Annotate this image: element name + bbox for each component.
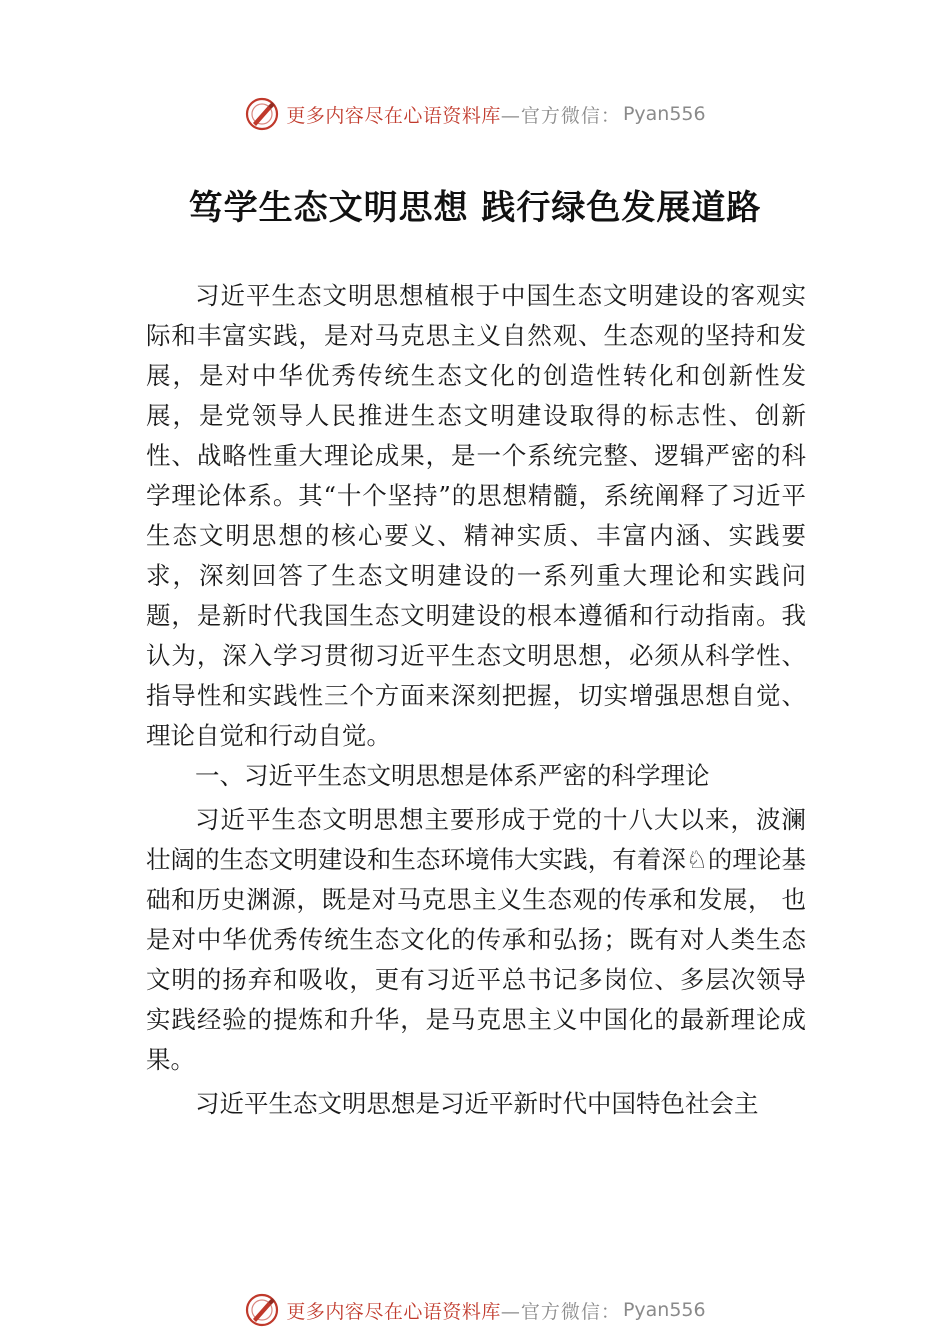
banner-red-text: 更多内容尽在心语资料库 xyxy=(286,1300,501,1323)
banner-wechat-id: Pyan556 xyxy=(622,103,706,125)
banner-gray-text: —官方微信： xyxy=(500,1300,621,1323)
banner-red-text: 更多内容尽在心语资料库 xyxy=(286,104,501,127)
footer-banner xyxy=(0,1290,950,1330)
banner-gray-text: —官方微信： xyxy=(500,104,621,127)
pen-logo-icon xyxy=(244,1292,280,1328)
section-heading: 一、习近平生态文明思想是体系严密的科学理论 xyxy=(195,761,710,790)
banner-wechat-id: Pyan556 xyxy=(622,1299,706,1321)
body-paragraph: 习近平生态文明思想植根于中国生态文明建设的客观实际和丰富实践，是对马克思主义自然观、生态观的坚持和发展，是对中华优秀传统生态文化的创造性转化和创新性发展，是党领导人民推进生态文明建设取得的标志性、创新性、战略性重大理论成果，是一个系统完整、逻辑严密的科学理论体系。其“十个坚持”的思想精髓，系统阐释了习近平生态文明思想的核心要义、精神实质、丰富内涵、实践要求，深刻回答了生态文明建设的一系列重大理论和实践问题，是新时代我国生态文明建设的根本遵循和行动指南。我认为，深入学习贯彻习近平生态文明思想，必须从科学性、指导性和实践性三个方面来深刻把握，切实增强思想自觉、理论自觉和行动自觉。 xyxy=(146,281,806,750)
pen-logo-icon xyxy=(244,96,280,132)
header-banner xyxy=(0,94,950,134)
body-paragraph: 习近平生态文明思想主要形成于党的十八大以来，波澜壮阔的生态文明建设和生态环境伟大实践，有着深♘的理论基础和历史渊源，既是对马克思主义生态观的传承和发展， 也是对中华优秀传统生态文化的传承和弘扬；既有对人类生态文明的扬弃和吸收，更有习近平总书记多岗位、多层次领导实践经验的提炼和升华，是马克思主义中国化的最新理论成果。 xyxy=(146,805,806,1074)
body-paragraph: 习近平生态文明思想是习近平新时代中国特色社会主 xyxy=(195,1089,759,1118)
document-body xyxy=(146,276,806,1124)
document-title: 笃学生态文明思想 践行绿色发展道路 xyxy=(188,188,762,228)
